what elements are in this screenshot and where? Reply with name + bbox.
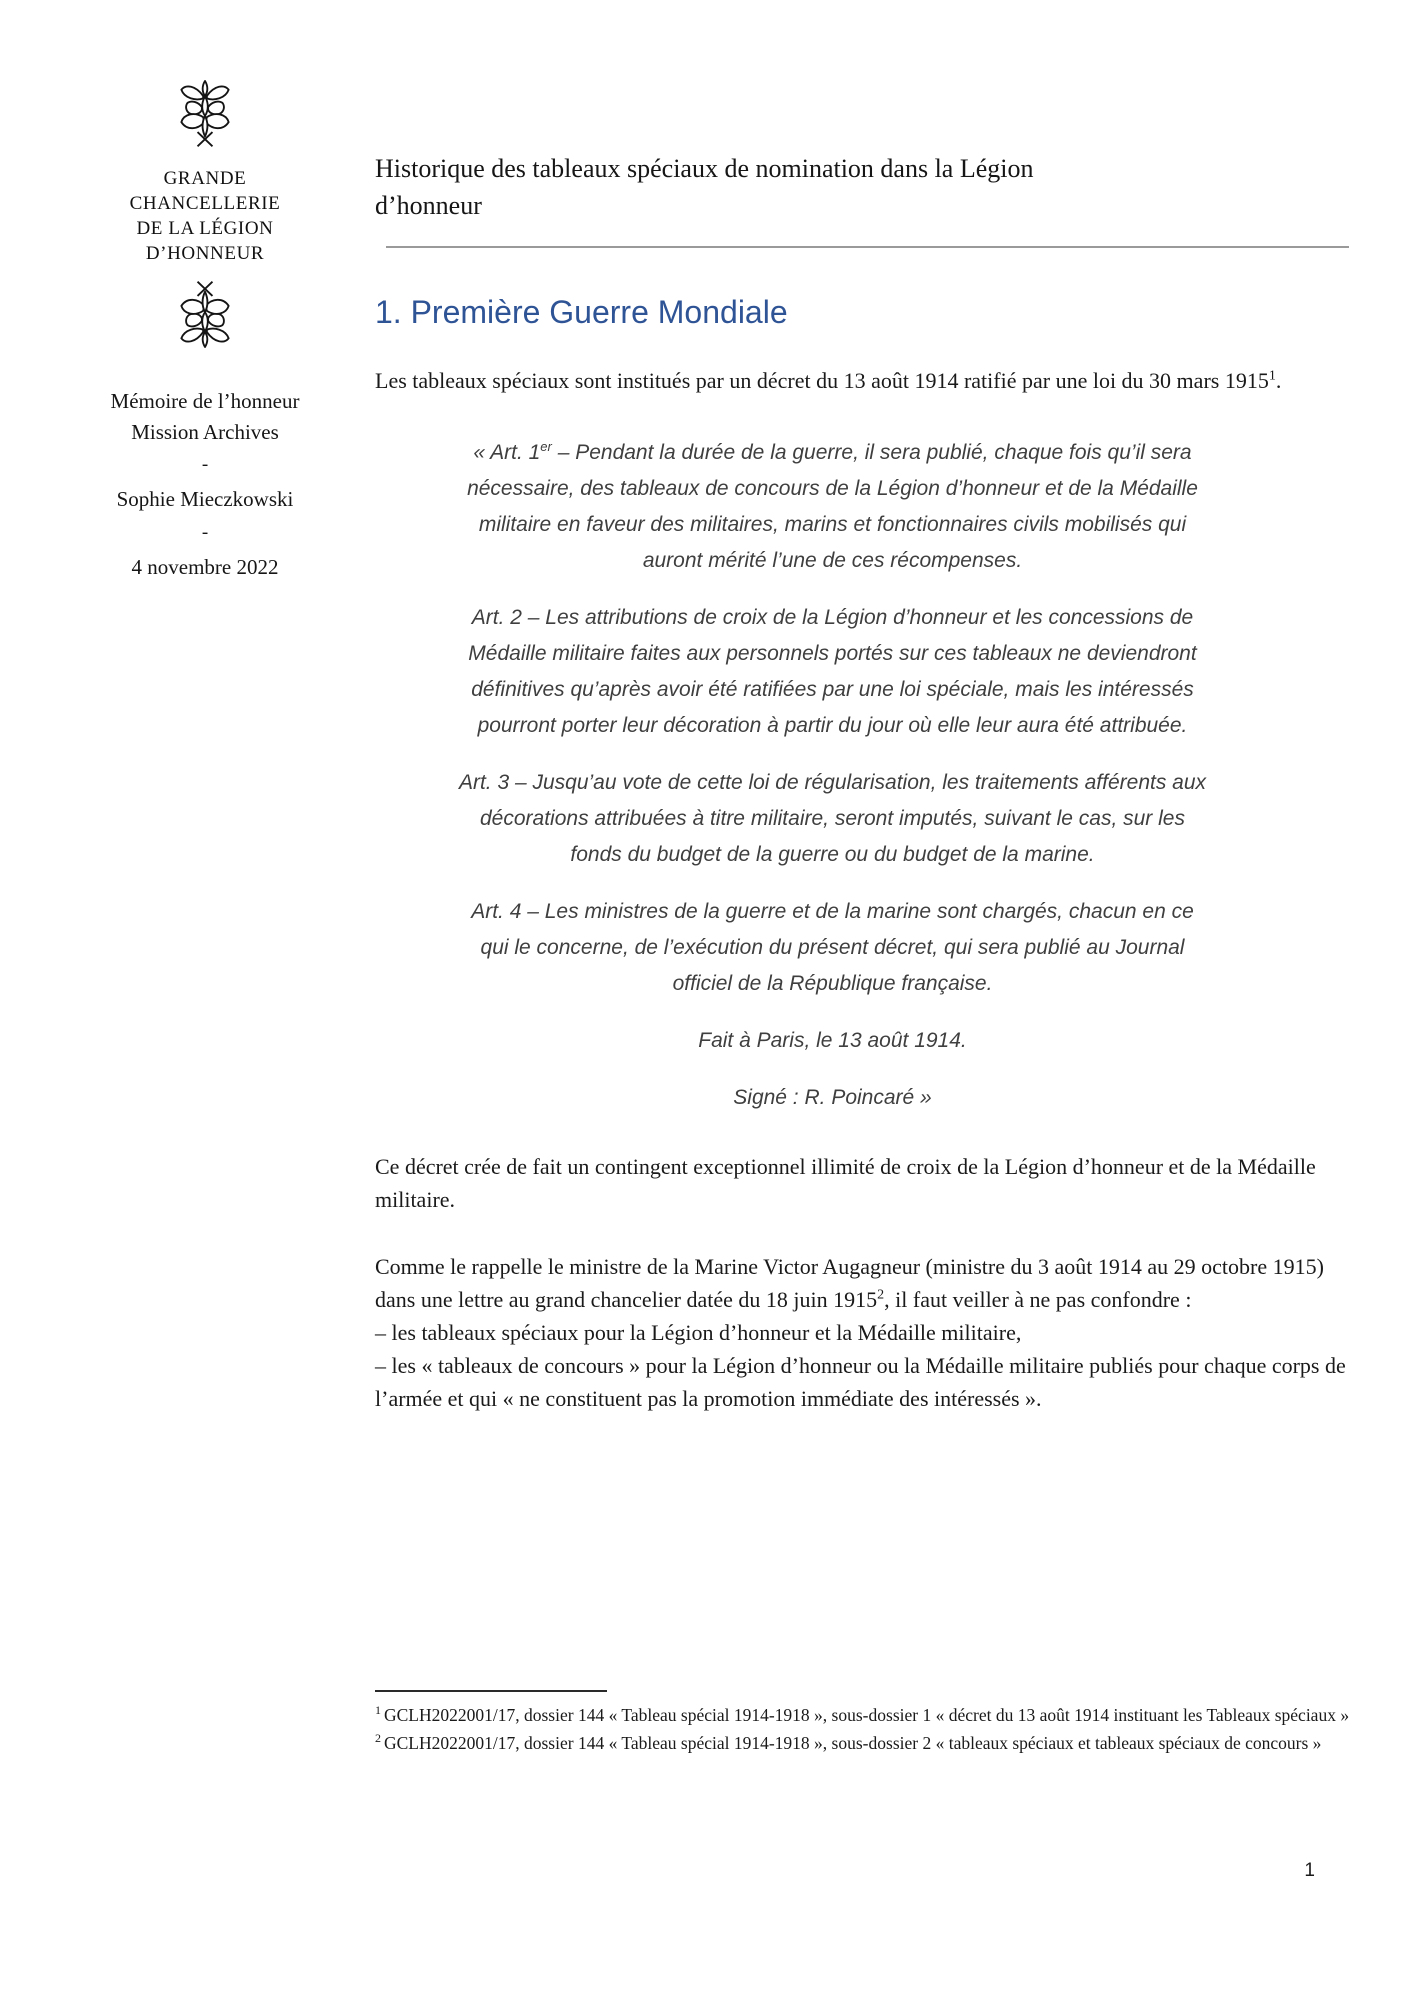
- quote-article-1: « Art. 1er – Pendant la durée de la guerre, il sera publié, chaque fois qu’il sera nécessaire, des tableaux de concours de la Légion d’honneur et de la Médaille militaire en faveur des militaires, marins et fonctionnaires civils mobilisés qui auront mérité l’une de ces récompenses.: [467, 439, 1198, 572]
- footnote-ref-2: 2: [877, 1287, 885, 1303]
- footnote-1: $^1$ GCLH2022001/17, dossier 144 « Tableau spécial 1914-1918 », sous-dossier 1 « décret du 13 août 1914 instituant les Tableaux spéciaux »: [375, 1703, 1350, 1725]
- intro-text: Les tableaux spéciaux sont institués par un décret du 13 août 1914 ratifié par une loi du 30 mars 1915: [375, 368, 1269, 393]
- page-title-line-1: Historique des tableaux spéciaux de nomination dans la Légion: [375, 154, 1034, 183]
- page-number: 1: [1304, 1860, 1315, 1881]
- footnotes-section: [375, 1690, 1360, 1757]
- author-name: Sophie Mieczkowski: [116, 487, 294, 511]
- quote-article-3: Art. 3 – Jusqu’au vote de cette loi de régularisation, les traitements afférents aux décorations attribuées à titre militaire, seront imputés, suivant le cas, sur les fonds du budget de la guerre ou du budget de la marine.: [458, 771, 1207, 866]
- quote-signature: Signé : R. Poincaré »: [733, 1086, 932, 1109]
- footnote-1-marker: 1: [375, 1703, 381, 1718]
- mission-line-1: Mémoire de l’honneur: [110, 389, 300, 413]
- org-name: [80, 166, 330, 266]
- title-divider: [386, 246, 1349, 248]
- quote-dateline: Fait à Paris, le 13 août 1914.: [698, 1029, 967, 1052]
- separator-dash: -: [201, 522, 209, 543]
- separator-dash: -: [201, 454, 209, 475]
- intro-text-end: .: [1275, 368, 1282, 393]
- dash-list-item-1: – les tableaux spéciaux pour la Légion d’honneur et la Médaille militaire,: [375, 1320, 1022, 1345]
- document-date: 4 novembre 2022: [131, 555, 279, 579]
- decree-quote: [455, 435, 1210, 1116]
- footnote-2: $^2$ GCLH2022001/17, dossier 144 « Tableau spécial 1914-1918 », sous-dossier 2 « tableaux spéciaux et tableaux spéciaux de concours »: [375, 1731, 1322, 1753]
- quote-article-2: Art. 2 – Les attributions de croix de la Légion d’honneur et les concessions de Médaille militaire faites aux personnels portés sur ces tableaux ne deviendront définitives qu’après avoir été ratifiées par une loi spéciale, mais les intéressés pourront porter leur décoration à partir du jour où elle leur aura été attribuée.: [468, 606, 1197, 737]
- paragraph-decree-effect: Ce décret crée de fait un contingent exceptionnel illimité de croix de la Légion d’honneur et de la Médaille militaire.: [375, 1154, 1316, 1212]
- main-content: [375, 150, 1360, 1415]
- mission-line-2: Mission Archives: [131, 420, 279, 444]
- laurel-sprig-icon: [177, 72, 233, 156]
- org-name-line: GRANDE: [163, 168, 247, 189]
- footnote-divider: [375, 1690, 607, 1692]
- org-name-line: CHANCELLERIE: [129, 193, 281, 214]
- org-name-line: D’HONNEUR: [145, 243, 265, 264]
- org-name-line: DE LA LÉGION: [136, 218, 274, 239]
- intro-paragraph: [375, 364, 1360, 397]
- footnote-ref-1: 1: [1268, 368, 1276, 384]
- dash-list-item-2: – les « tableaux de concours » pour la Légion d’honneur ou la Médaille militaire publiés pour chaque corps de l’armée et qui « ne constituent pas la promotion immédiate des intéressés ».: [375, 1353, 1346, 1411]
- sidebar: [80, 72, 330, 584]
- document-meta: [80, 386, 330, 584]
- page-title: [375, 150, 1360, 224]
- footnote-2-marker: 2: [375, 1731, 381, 1746]
- laurel-sprig-flipped-icon: [177, 272, 233, 356]
- paragraph-augagneur: Comme le rappelle le ministre de la Marine Victor Augagneur (ministre du 3 août 1914 au 29 octobre 1915) dans une lettre au grand chancelier datée du 18 juin 1915$^2$, il faut veiller à ne pas confondre : – les tableaux spéciaux pour la Légion d’honneur et la Médaille militaire, – les « tableaux de concours » pour la Légion d’honneur ou la Médaille militaire publiés pour chaque corps de l’armée et qui « ne constituent pas la promotion immédiate des intéressés ».: [375, 1250, 1360, 1415]
- section-heading: 1. Première Guerre Mondiale: [375, 294, 788, 330]
- ordinal-sup: er: [540, 439, 552, 454]
- quote-article-4: Art. 4 – Les ministres de la guerre et de la marine sont chargés, chacun en ce qui le concerne, de l’exécution du présent décret, qui sera publié au Journal officiel de la République française.: [471, 900, 1194, 995]
- page-title-line-2: d’honneur: [375, 191, 482, 220]
